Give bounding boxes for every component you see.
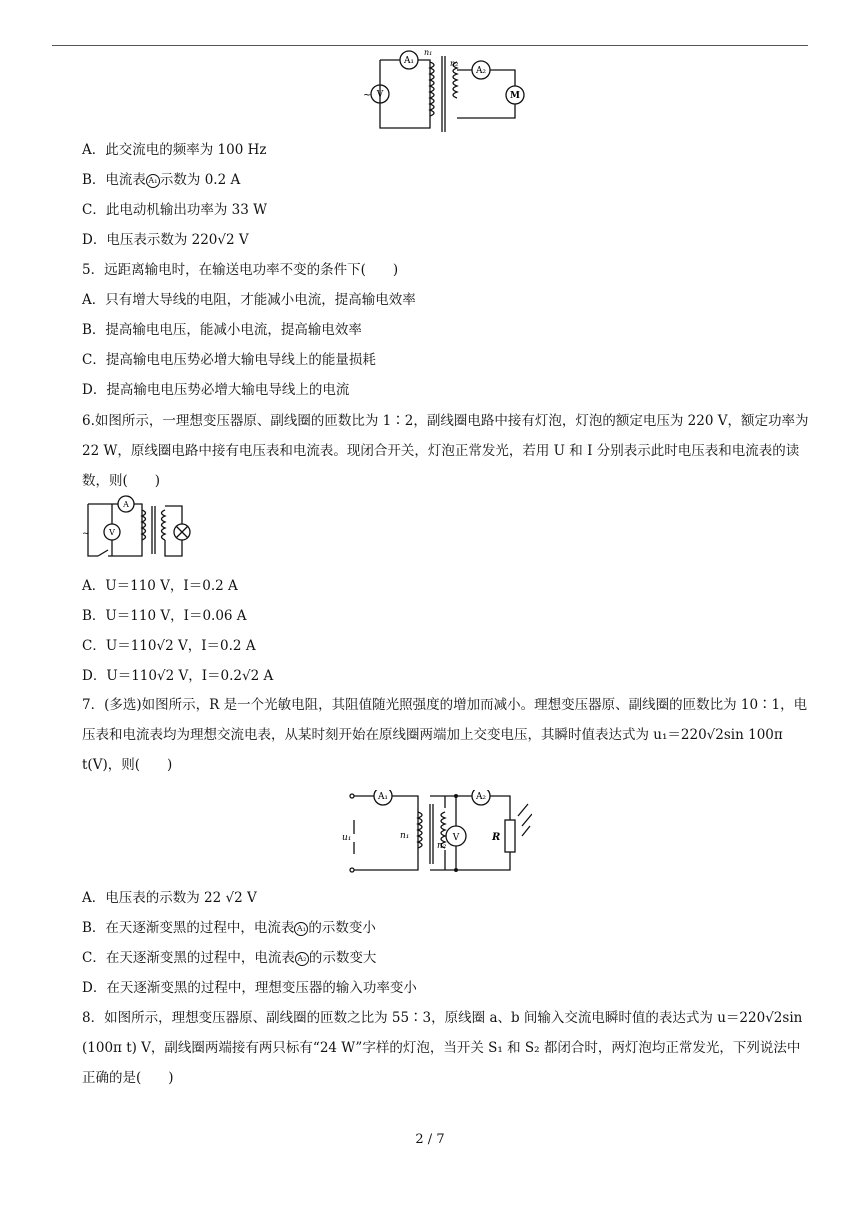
ammeter-a2-label-q7: A₂	[475, 792, 487, 802]
q5-option-c: C．提高输电电压势必增大输电导线上的能量损耗	[82, 352, 376, 368]
q6-option-c: C．U＝110√2 V，I＝0.2 A	[82, 638, 256, 654]
ac-source-icon: ~	[363, 90, 372, 101]
q6-stem: 6.如图所示，一理想变压器原、副线圈的匝数比为 1∶2，副线圈电路中接有灯泡，灯泡的额定电压为 220 V，额定功率为 22 W，原线圈电路中接有电压表和电流表。现闭合开关，灯泡正常发光，若用 U 和 I 分别表示此时电压表和电流表的读数，则( )	[82, 413, 809, 489]
q6-option-a: A．U＝110 V，I＝0.2 A	[82, 578, 238, 594]
ammeter-a1-label: A₁	[403, 56, 415, 66]
n1-label: n₁	[424, 48, 433, 57]
ammeter-label: A	[123, 500, 129, 509]
q4-option-c: C．此电动机输出功率为 33 W	[82, 202, 267, 218]
voltmeter-label-q6: V	[109, 528, 115, 537]
q4-option-b: B．电流表 A₁ 示数为 0.2 A	[82, 172, 241, 188]
sqrt-icon: √	[217, 232, 226, 248]
q7-option-a: A．电压表的示数为 22 √2 V	[82, 890, 257, 906]
q6-option-d: D．U＝110√2 V，I＝0.2√2 A	[82, 668, 274, 684]
sqrt-icon: √	[156, 638, 166, 654]
n2-label: n₂	[450, 59, 459, 68]
ammeter-a1-icon: A₁	[294, 922, 308, 936]
n2-label-q7: n₂	[437, 841, 447, 851]
q7-stem: 7．(多选)如图所示，R 是一个光敏电阻，其阻值随光照强度的增加而减小。理想变压器原、副线圈的匝数比为 10∶1，电压表和电流表均为理想交流电表，从某时刻开始在原线圈两端加上交变电压，其瞬时值表达式为 u₁＝220√2sin 100π t(V)，则( )	[82, 697, 808, 773]
q8-stem: 8．如图所示，理想变压器原、副线圈的匝数之比为 55∶3，原线圈 a、b 间输入交流电瞬时值的表达式为 u＝220√2sin (100π t) V，副线圈两端接有两只标有“24 W”字样的灯泡，当开关 S₁ 和 S₂ 都闭合时，两灯泡均正常发光，下列说法中正确的是( )	[82, 1010, 803, 1086]
sqrt-icon: √	[706, 727, 716, 743]
sqrt-icon: √	[156, 668, 166, 684]
voltmeter-label-q7: V	[452, 833, 460, 843]
sqrt-icon: √	[242, 668, 251, 684]
q5-stem: 5．远距离输电时，在输送电功率不变的条件下( )	[82, 262, 399, 278]
header-rule	[52, 45, 808, 46]
q5-option-b: B．提高输电电压，能减小电流，提高输电效率	[82, 322, 362, 338]
ammeter-a2-icon: A₂	[295, 952, 309, 966]
ac-source-icon-q6: ~	[82, 529, 90, 539]
motor-label: M	[510, 91, 520, 101]
u1-label: u₁	[342, 833, 352, 843]
page-number: 2 / 7	[415, 1132, 445, 1147]
circuit-figure-photoresistor	[342, 790, 532, 876]
q5-option-a: A．只有增大导线的电阻，才能减小电流，提高输电效率	[82, 292, 416, 308]
q7-option-c: C．在天逐渐变黑的过程中，电流表 A₂ 的示数变大	[82, 950, 377, 966]
sqrt-icon: √	[765, 1010, 774, 1026]
q5-option-d: D．提高输电电压势必增大输电导线上的电流	[82, 382, 350, 398]
resistor-r-label: R	[492, 832, 501, 843]
q7-option-b: B．在天逐渐变黑的过程中，电流表 A₁ 的示数变小	[82, 920, 376, 936]
ammeter-a1-label-q7: A₁	[377, 792, 389, 802]
circuit-figure-transformer-motor	[360, 48, 530, 134]
n1-label-q7: n₁	[400, 831, 410, 841]
q4-option-d: D．电压表示数为 220√2 V	[82, 232, 249, 248]
sqrt-icon: √	[225, 890, 235, 906]
ammeter-a2-label: A₂	[475, 66, 487, 76]
q7-option-d: D．在天逐渐变黑的过程中，理想变压器的输入功率变小	[82, 980, 417, 996]
circuit-figure-transformer-lamp	[80, 494, 192, 566]
voltmeter-label: V	[376, 90, 384, 100]
q6-option-b: B．U＝110 V，I＝0.06 A	[82, 608, 247, 624]
q4-option-a: A．此交流电的频率为 100 Hz	[82, 142, 267, 158]
ammeter-a1-icon: A₁	[146, 174, 160, 188]
